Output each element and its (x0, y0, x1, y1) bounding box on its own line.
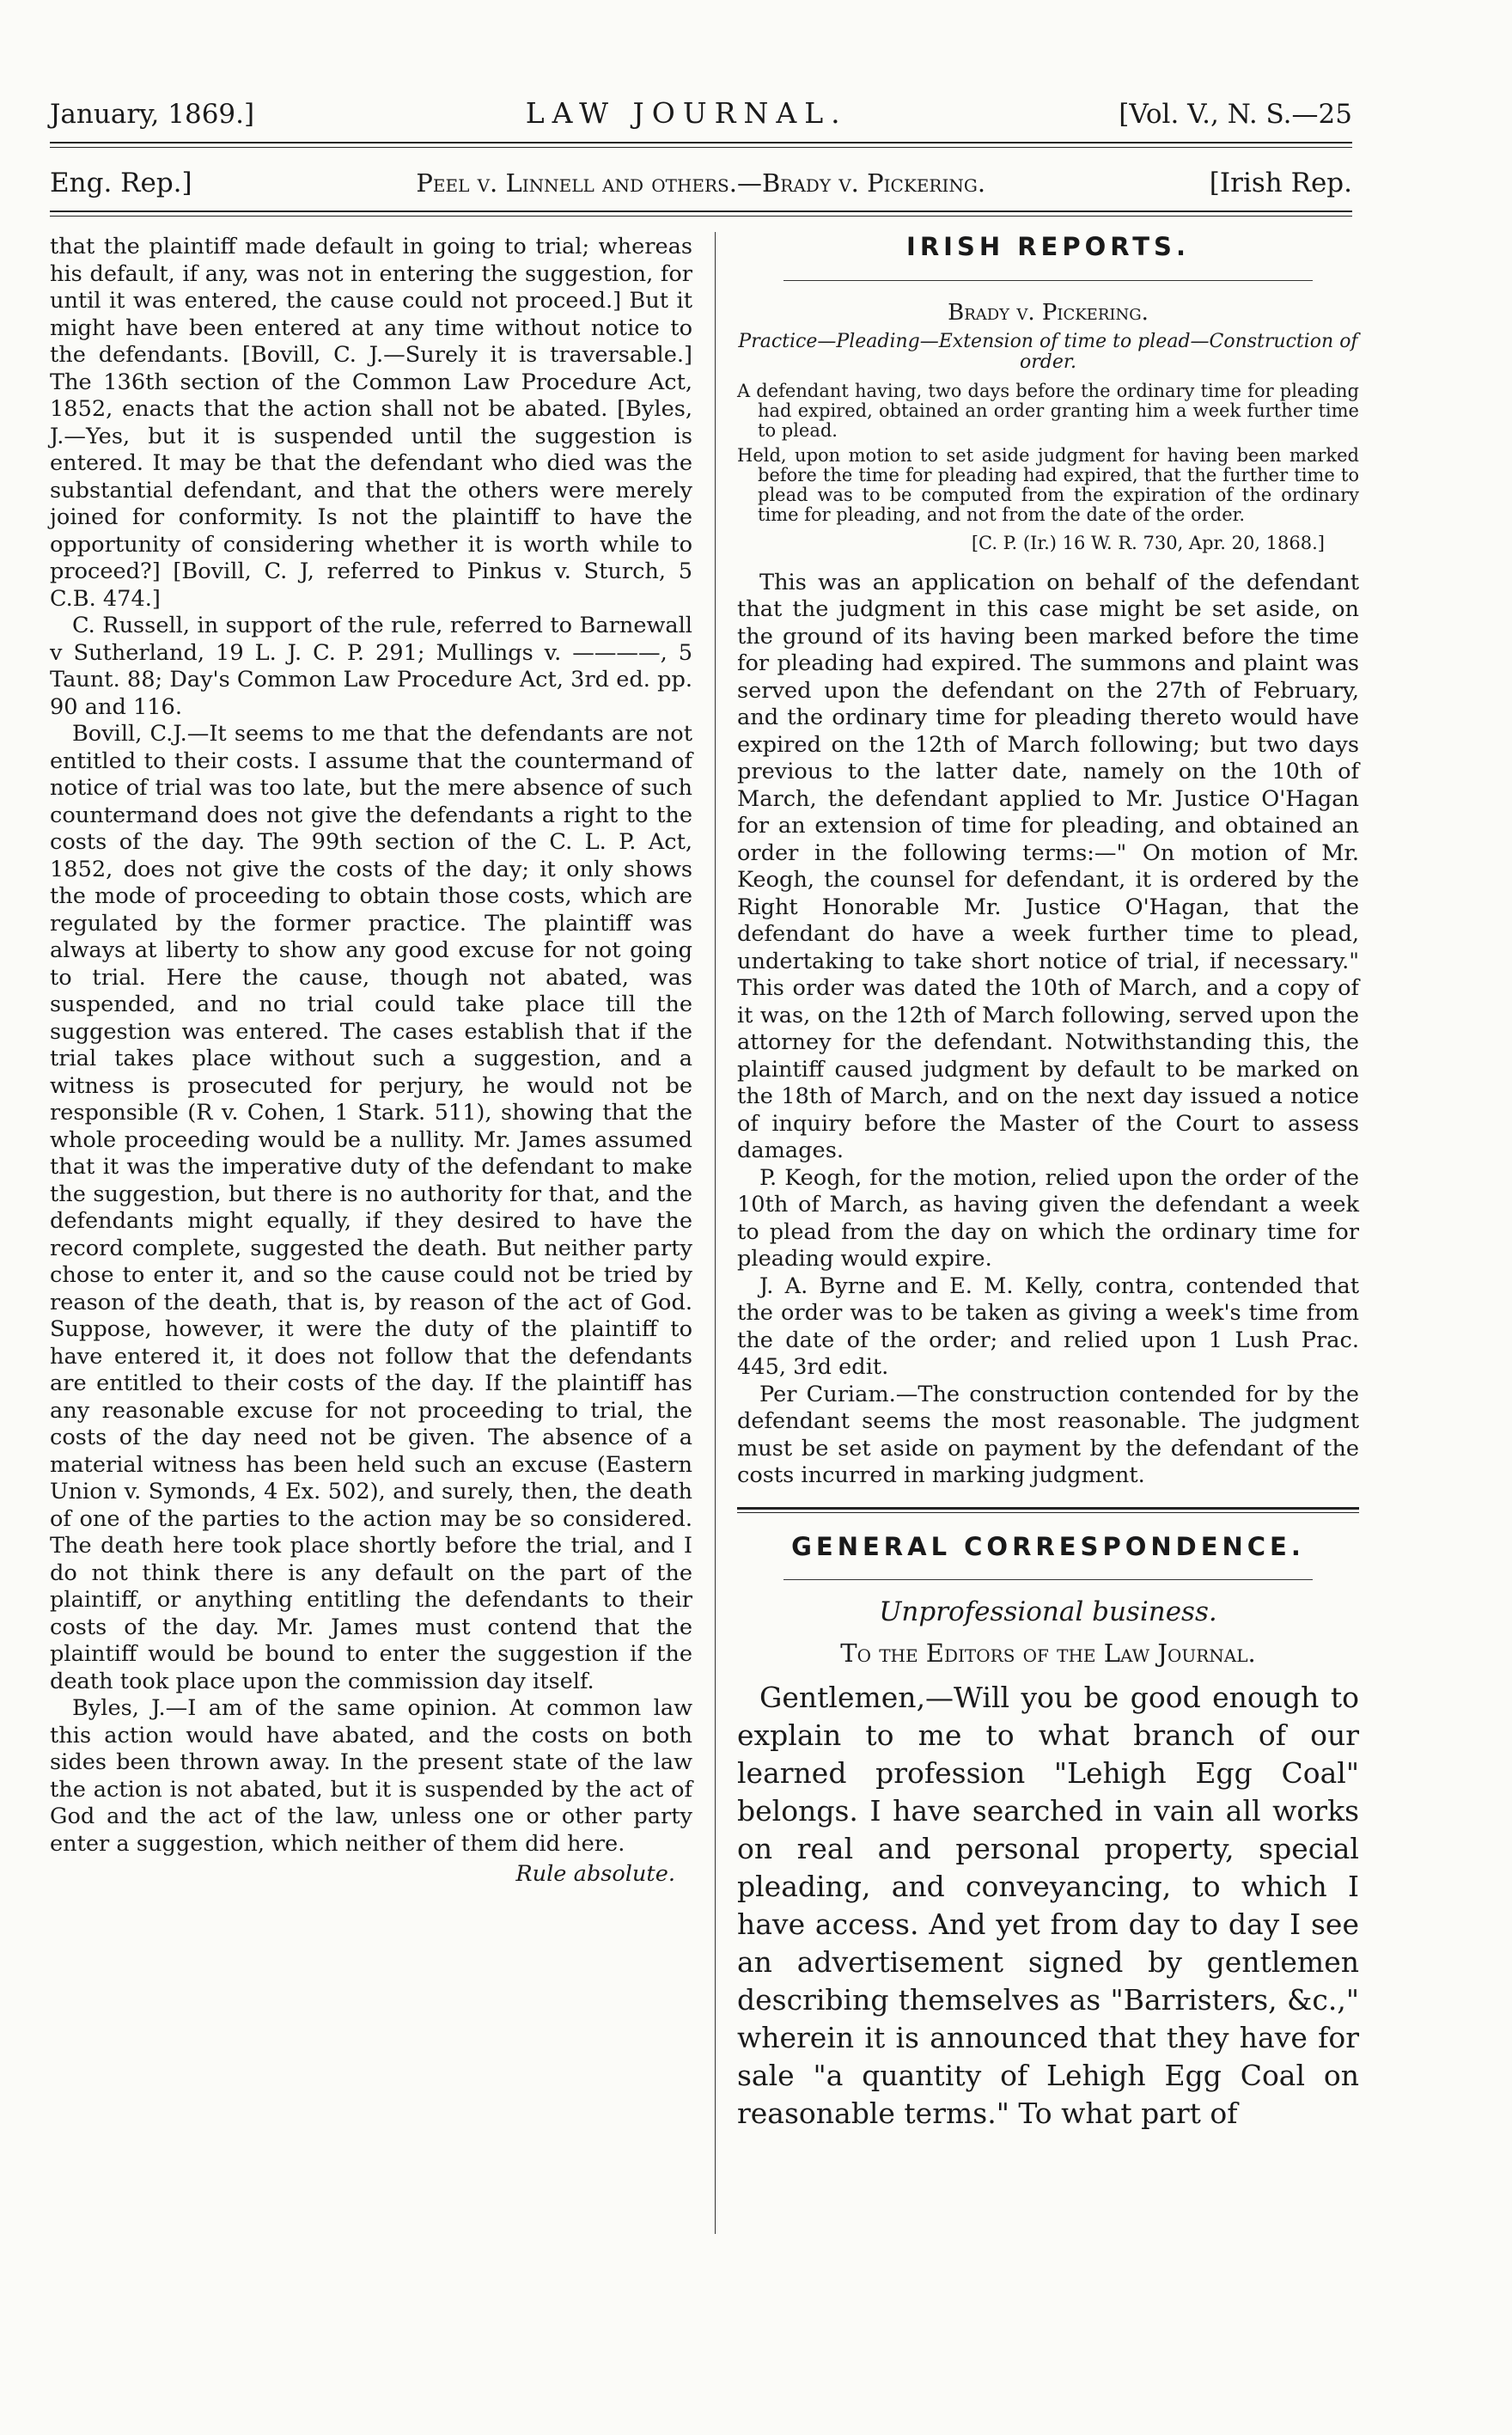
right-paragraph-4: Per Curiam.—The construction contended for by the defendant seems the most reasonable. The judgment must be set aside on payment by the defendant of the costs incurred in marking judgment. (737, 1381, 1359, 1488)
case-head-left: Eng. Rep.] (50, 168, 192, 198)
left-paragraph-1: that the plaintiff made default in going to trial; whereas his default, if any, was not in entering the suggestion, for until it was entered, the cause could not proceed.] But it might have been entered at any time without notice to the defendants. [Bovill, C. J.—Surely it is traversable.] The 136th section of the Common Law Procedure Act, 1852, enacts that the action shall not be abated. [Byles, J.—Yes, but it is suspended until the suggestion is entered. It may be that the defendant who died was the substantial defendant, and that the others were merely joined for conformity. Is not the plaintiff to have the opportunity of considering whether it is worth while to proceed?] [Bovill, C. J, referred to Pinkus v. Sturch, 5 C.B. 474.] (50, 234, 692, 612)
case-head-rule (50, 211, 1352, 217)
case-head (50, 168, 1352, 198)
holding-1: A defendant having, two days before the ordinary time for pleading had expired, obtained an order granting him a week further time to plead. (737, 381, 1359, 441)
gc-addressee: To the Editors of the Law Journal. (840, 1638, 1256, 1668)
header-rule (50, 142, 1352, 148)
running-head-date: January, 1869.] (50, 99, 255, 130)
irish-reports-title: IRISH REPORTS. (906, 232, 1190, 261)
left-paragraph-2: C. Russell, in support of the rule, referred to Barnewall v Sutherland, 19 L. J. C. P. 291; Mullings v. ————, 5 Taunt. 88; Day's Common Law Procedure Act, 3rd ed. pp. 90 and 116. (50, 613, 692, 720)
right-paragraph-2: P. Keogh, for the motion, relied upon the order of the 10th of March, as having given the defendant a week to plead from the day on which the ordinary time for pleading would expire. (737, 1164, 1359, 1272)
right-paragraph-1: This was an application on behalf of the defendant that the judgment in this case might be set aside, on the ground of its having been marked before the time for pleading had expired. The summons and plaint was served upon the defendant on the 27th of February, and the ordinary time for pleading thereto would have expired on the 12th of March following; but two days previous to the latter date, namely on the 10th of March, the defendant applied to Mr. Justice O'Hagan for an extension of time for pleading, and obtained an order in the following terms:—" On motion of Mr. Keogh, the counsel for defendant, it is ordered by the Right Honorable Mr. Justice O'Hagan, that the defendant do have a week further time to plead, undertaking to take short notice of trial, if necessary." This order was dated the 10th of March, and a copy of it was, on the 12th of March following, served upon the attorney for the defendant. Notwithstanding this, the plaintiff caused judgment by default to be marked on the 18th of March, and on the next day issued a notice of inquiry before the Master of the Court to assess damages. (737, 569, 1359, 1163)
section-divider (737, 1507, 1359, 1513)
column-divider (715, 232, 716, 2234)
general-correspondence-title: GENERAL CORRESPONDENCE. (791, 1531, 1305, 1561)
running-head-journal: LAW JOURNAL. (525, 96, 848, 130)
section-rule (783, 280, 1312, 281)
case-citation: [C. P. (Ir.) 16 W. R. 730, Apr. 20, 1868.] (971, 533, 1325, 553)
gc-rule (783, 1579, 1312, 1580)
gc-letter: Gentlemen,—Will you be good enough to explain to me to what branch of our learned profession "Lehigh Egg Coal" belongs. I have searched in vain all works on real and personal property, special pleading, and conveyancing, to which I have access. And yet from day to day I see an advertisement signed by gentlemen describing themselves as "Barristers, &c.," wherein it is announced that they have for sale "a quantity of Lehigh Egg Coal on reasonable terms." To what part of (737, 1681, 1359, 2130)
running-head (50, 96, 1352, 130)
rule-absolute: Rule absolute. (515, 1861, 675, 1887)
case-head-center: Peel v. Linnell and others.—Brady v. Pickering. (416, 168, 986, 198)
holding-2: Held, upon motion to set aside judgment for having been marked before the time for pleading had expired, that the further time to plead was to be computed from the expiration of the ordinary time for pleading, and not from the date of the order. (737, 445, 1359, 525)
running-head-volume: [Vol. V., N. S.—25 (1119, 99, 1352, 130)
right-column (737, 234, 1359, 2133)
headnote: Practice—Pleading—Extension of time to plead—Construction of order. (738, 331, 1358, 373)
left-paragraph-3: Bovill, C.J.—It seems to me that the defendants are not entitled to their costs. I assume that the countermand of notice of trial was too late, but the mere absence of such countermand does not give the defendants a right to the costs of the day. The 99th section of the C. L. P. Act, 1852, does not give the costs of the day; it only shows the mode of proceeding to obtain those costs, which are regulated by the former practice. The plaintiff was always at liberty to show any good excuse for not going to trial. Here the cause, though not abated, was suspended, and no trial could take place till the suggestion was entered. The cases establish that if the trial takes place without such a suggestion, and a witness is prosecuted for perjury, he would not be responsible (R v. Cohen, 1 Stark. 511), showing that the whole proceeding would be a nullity. Mr. James assumed that it was the imperative duty of the defendant to make the suggestion, but there is no authority for that, and the defendants might equally, if they desired to have the record complete, suggested the death. But neither party chose to enter it, and so the cause could not be tried by reason of the death, that is, by reason of the act of God. Suppose, however, it were the duty of the plaintiff to have entered it, it does not follow that the defendants are entitled to their costs of the day. If the plaintiff has any reasonable excuse for not proceeding to trial, the costs of the day need not be given. The absence of a material witness has been held such an excuse (Eastern Union v. Symonds, 4 Ex. 502), and surely, then, the death of one of the parties to the action may be so considered. The death here took place shortly before the trial, and I do not think there is any default on the part of the plaintiff, or anything entitling the defendants to their costs of the day. Mr. James must contend that the plaintiff would be bound to enter the suggestion if the death took place upon the commission day itself. (50, 721, 692, 1694)
case-head-right: [Irish Rep. (1209, 168, 1352, 198)
left-column (50, 234, 692, 1889)
left-paragraph-4: Byles, J.—I am of the same opinion. At common law this action would have abated, and the costs on both sides been thrown away. In the present state of the law the action is not abated, but it is suspended by the act of God and the act of the law, unless one or other party enter a suggestion, which neither of them did here. (50, 1695, 692, 1857)
case-title: Brady v. Pickering. (948, 299, 1149, 326)
right-paragraph-3: J. A. Byrne and E. M. Kelly, contra, contended that the order was to be taken as giving a week's time from the date of the order; and relied upon 1 Lush Prac. 445, 3rd edit. (737, 1272, 1359, 1380)
gc-subtitle: Unprofessional business. (879, 1596, 1217, 1627)
